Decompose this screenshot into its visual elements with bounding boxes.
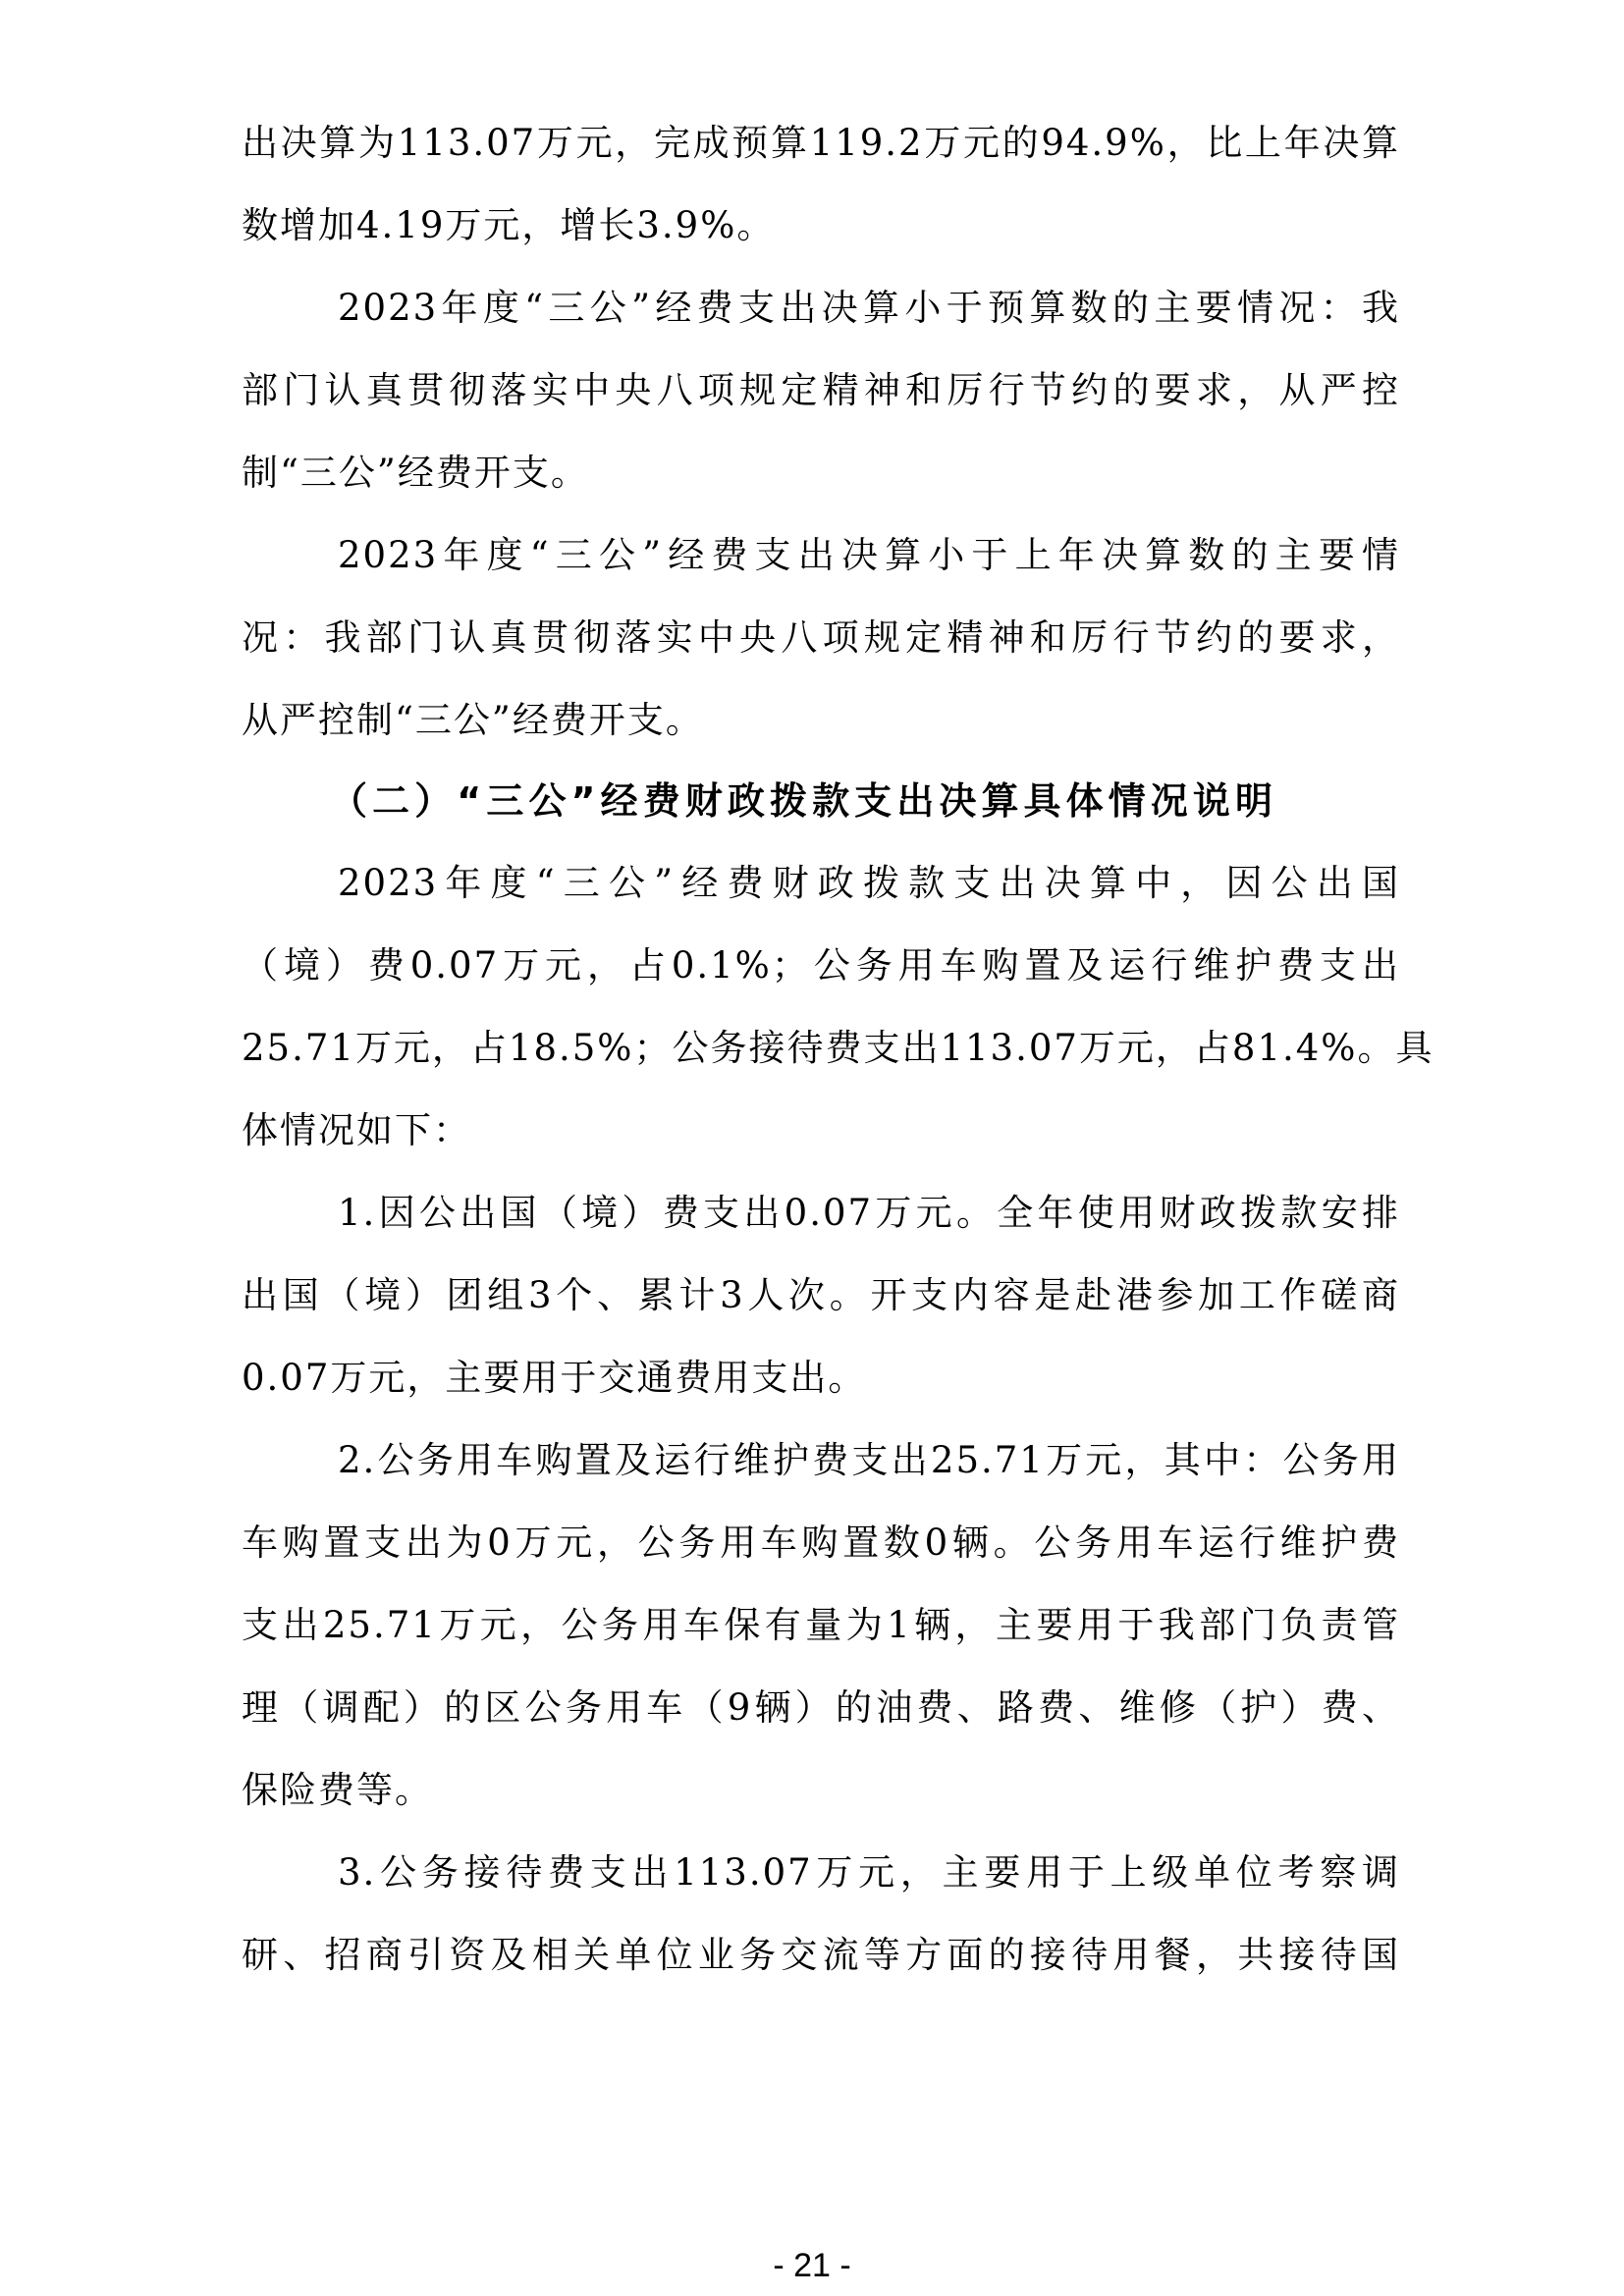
paragraph-line: 理（调配）的区公务用车（9辆）的油费、路费、维修（护）费、 [242, 1686, 1400, 1729]
paragraph-line: 出国（境）团组3个、累计3人次。开支内容是赴港参加工作磋商 [242, 1274, 1400, 1316]
paragraph-line: 2023年度“三公”经费支出决算小于上年决算数的主要情 [338, 534, 1400, 576]
paragraph-line: 研、招商引资及相关单位业务交流等方面的接待用餐，共接待国 [242, 1934, 1400, 1976]
paragraph-line: 3.公务接待费支出113.07万元，主要用于上级单位考察调 [338, 1851, 1400, 1894]
paragraph-line: 体情况如下： [242, 1109, 471, 1151]
paragraph-line: 1.因公出国（境）费支出0.07万元。全年使用财政拨款安排 [338, 1192, 1400, 1234]
paragraph-line: 保险费等。 [242, 1769, 433, 1811]
paragraph-line: 2023年度“三公”经费财政拨款支出决算中，因公出国 [338, 862, 1400, 904]
page-number: - 21 - [773, 2247, 851, 2284]
paragraph-line: 支出25.71万元，公务用车保有量为1辆，主要用于我部门负责管 [242, 1604, 1400, 1646]
paragraph-line: 从严控制“三公”经费开支。 [242, 699, 704, 741]
paragraph-line: 25.71万元，占18.5%；公务接待费支出113.07万元，占81.4%。具 [242, 1027, 1435, 1069]
paragraph-line: 2.公务用车购置及运行维护费支出25.71万元，其中：公务用 [338, 1439, 1400, 1481]
paragraph-line: 出决算为113.07万元，完成预算119.2万元的94.9%，比上年决算 [242, 122, 1400, 164]
paragraph-line: 0.07万元，主要用于交通费用支出。 [242, 1357, 867, 1399]
paragraph-line: （境）费0.07万元，占0.1%；公务用车购置及运行维护费支出 [242, 944, 1400, 987]
paragraph-line: 2023年度“三公”经费支出决算小于预算数的主要情况：我 [338, 287, 1400, 329]
section-heading: （二）“三公”经费财政拨款支出决算具体情况说明 [330, 779, 1272, 823]
paragraph-line: 数增加4.19万元，增长3.9%。 [242, 204, 776, 246]
paragraph-line: 车购置支出为0万元，公务用车购置数0辆。公务用车运行维护费 [242, 1522, 1400, 1564]
paragraph-line: 部门认真贯彻落实中央八项规定精神和厉行节约的要求，从严控 [242, 369, 1400, 411]
paragraph-line: 况：我部门认真贯彻落实中央八项规定精神和厉行节约的要求， [242, 616, 1400, 659]
paragraph-line: 制“三公”经费开支。 [242, 452, 589, 494]
